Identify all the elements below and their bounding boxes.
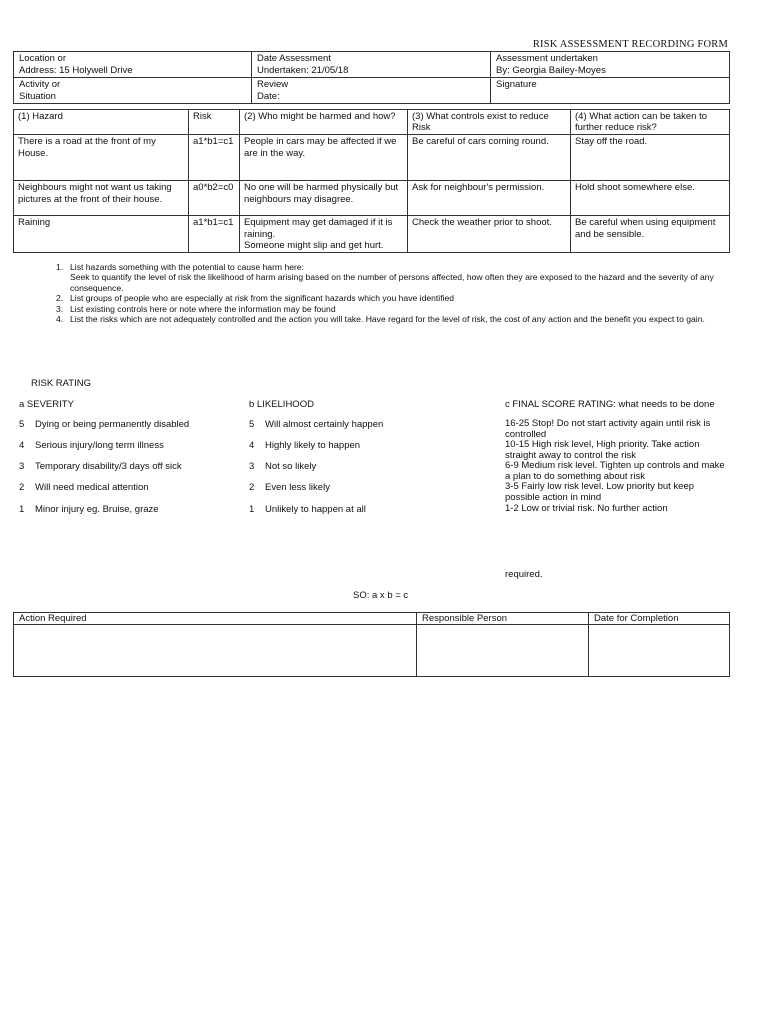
- who-cell: [240, 216, 408, 253]
- controls-cell: Check the weather prior to shoot.: [408, 216, 571, 253]
- risk-header: Risk: [189, 110, 240, 135]
- likelihood-item: [249, 461, 469, 473]
- who-cell: [240, 135, 408, 181]
- note-text: List groups of people who are especially at risk from the significant hazards which you have identified: [70, 293, 455, 304]
- final-score-item: 6-9 Medium risk level. Tighten up controls and make a plan to do something about risk: [505, 460, 725, 482]
- list-item: [56, 262, 736, 293]
- likelihood-text: Will almost certainly happen: [265, 419, 384, 430]
- hazard-cell: There is a road at the front of my House.: [14, 135, 189, 181]
- likelihood-item: [249, 482, 469, 494]
- action-cell: Be careful when using equipment and be sensible.: [571, 216, 730, 253]
- location-label: Location or: [19, 53, 67, 64]
- severity-text: Minor injury eg. Bruise, graze: [35, 504, 159, 515]
- table-row: [14, 135, 730, 181]
- instructions-list: [56, 262, 736, 324]
- hazard-cell: Raining: [14, 216, 189, 253]
- likelihood-item: [249, 440, 469, 452]
- date-completion-header: Date for Completion: [589, 613, 730, 625]
- who-text: People in cars may be affected if we are in the way.: [244, 136, 397, 159]
- table-row: [14, 216, 730, 253]
- likelihood-number: 2: [249, 482, 255, 493]
- action-cell: Stay off the road.: [571, 135, 730, 181]
- action-table: [13, 612, 730, 677]
- situation-label: Situation: [19, 90, 56, 102]
- address-value: Address: 15 Holywell Drive: [19, 64, 133, 76]
- responsible-person-cell[interactable]: [417, 625, 589, 677]
- likelihood-item: [249, 419, 469, 431]
- review-label: Review: [257, 79, 289, 90]
- signature-cell: [491, 78, 730, 104]
- severity-number: 5: [19, 419, 25, 430]
- controls-header: (3) What controls exist to reduce Risk: [408, 110, 571, 135]
- likelihood-number: 3: [249, 461, 255, 472]
- who-cell: [240, 181, 408, 216]
- list-item: [56, 304, 736, 314]
- list-item: [56, 293, 736, 303]
- note-number: 4.: [56, 314, 64, 325]
- likelihood-number: 1: [249, 504, 255, 515]
- action-required-cell[interactable]: [14, 625, 417, 677]
- risk-cell: a1*b1=c1: [189, 135, 240, 181]
- note-subtext: Seek to quantify the level of risk the likelihood of harm arising based on the number of persons affected, how often they are exposed to the hazard and the severity of any consequence.: [70, 272, 714, 293]
- severity-text: Temporary disability/3 days off sick: [35, 461, 182, 472]
- severity-item: [19, 461, 239, 473]
- assessment-undertaken-label: Assessment undertaken: [496, 53, 598, 64]
- likelihood-number: 5: [249, 419, 255, 430]
- location-cell: [14, 52, 252, 78]
- assessment-by-cell: [491, 52, 730, 78]
- header-table: [13, 51, 730, 104]
- note-number: 3.: [56, 303, 64, 314]
- list-item: [56, 314, 736, 324]
- responsible-person-header: Responsible Person: [417, 613, 589, 625]
- signature-label: Signature: [496, 79, 537, 90]
- table-row: [14, 625, 730, 677]
- final-score-item: 16-25 Stop! Do not start activity again until risk is controlled: [505, 418, 711, 440]
- note-number: 1.: [56, 262, 64, 272]
- note-number: 2.: [56, 293, 64, 304]
- likelihood-heading: b LIKELIHOOD: [249, 399, 314, 410]
- likelihood-text: Highly likely to happen: [265, 440, 361, 451]
- note-text: List the risks which are not adequately controlled and the action you will take. Have regard for the level of risk, the cost of any action and the benefit you expect to gain.: [70, 314, 705, 325]
- likelihood-item: [249, 504, 469, 516]
- risk-rating-title: RISK RATING: [31, 378, 91, 389]
- severity-number: 1: [19, 504, 25, 515]
- action-cell: Hold shoot somewhere else.: [571, 181, 730, 216]
- assessor-value: By: Georgia Bailey-Moyes: [496, 64, 606, 76]
- severity-number: 3: [19, 461, 25, 472]
- severity-item: [19, 440, 239, 452]
- form-title: RISK ASSESSMENT RECORDING FORM: [532, 39, 728, 50]
- review-cell: [252, 78, 491, 104]
- activity-cell: [14, 78, 252, 104]
- severity-number: 4: [19, 440, 25, 451]
- undertaken-value: Undertaken: 21/05/18: [257, 64, 349, 76]
- final-score-item: 1-2 Low or trivial risk. No further action: [505, 503, 668, 514]
- review-date-label: Date:: [257, 90, 280, 102]
- action-header: (4) What action can be taken to further reduce risk?: [571, 110, 730, 135]
- hazard-table: [13, 109, 730, 253]
- who-header: (2) Who might be harmed and how?: [240, 110, 408, 135]
- likelihood-number: 4: [249, 440, 255, 451]
- severity-text: Will need medical attention: [35, 482, 149, 493]
- activity-label: Activity or: [19, 79, 61, 90]
- who-text: Equipment may get damaged if it is raining.: [244, 217, 393, 240]
- likelihood-text: Even less likely: [265, 482, 330, 493]
- who-text-2: Someone might slip and get hurt.: [244, 239, 384, 251]
- date-completion-cell[interactable]: [589, 625, 730, 677]
- note-text: List existing controls here or note where the information may be found: [70, 303, 336, 314]
- severity-heading: a SEVERITY: [19, 399, 74, 410]
- severity-item: [19, 482, 239, 494]
- hazard-cell: Neighbours might not want us taking pictures at the front of their house.: [14, 181, 189, 216]
- controls-cell: Ask for neighbour's permission.: [408, 181, 571, 216]
- action-required-header: Action Required: [14, 613, 417, 625]
- final-score-item: 3-5 Fairly low risk level. Low priority but keep possible action in mind: [505, 481, 695, 503]
- required-text: required.: [505, 569, 543, 580]
- final-score-item: 10-15 High risk level, High priority. Take action straight away to control the risk: [505, 439, 700, 461]
- final-score-heading: c FINAL SCORE RATING: what needs to be done: [505, 399, 715, 410]
- risk-cell: a1*b1=c1: [189, 216, 240, 253]
- date-assessment-cell: [252, 52, 491, 78]
- severity-text: Dying or being permanently disabled: [35, 419, 190, 430]
- controls-cell: Be careful of cars coming round.: [408, 135, 571, 181]
- who-text: No one will be harmed physically but neighbours may disagree.: [244, 182, 399, 205]
- severity-item: [19, 504, 239, 516]
- severity-number: 2: [19, 482, 25, 493]
- severity-item: [19, 419, 239, 431]
- date-assessment-label: Date Assessment: [257, 53, 331, 64]
- table-row: [14, 181, 730, 216]
- note-text: List hazards something with the potential to cause harm here:: [70, 262, 305, 272]
- likelihood-text: Not so likely: [265, 461, 317, 472]
- hazard-header: (1) Hazard: [14, 110, 189, 135]
- formula-text: SO: a x b = c: [353, 590, 409, 601]
- likelihood-text: Unlikely to happen at all: [265, 504, 366, 515]
- risk-cell: a0*b2=c0: [189, 181, 240, 216]
- severity-text: Serious injury/long term illness: [35, 440, 164, 451]
